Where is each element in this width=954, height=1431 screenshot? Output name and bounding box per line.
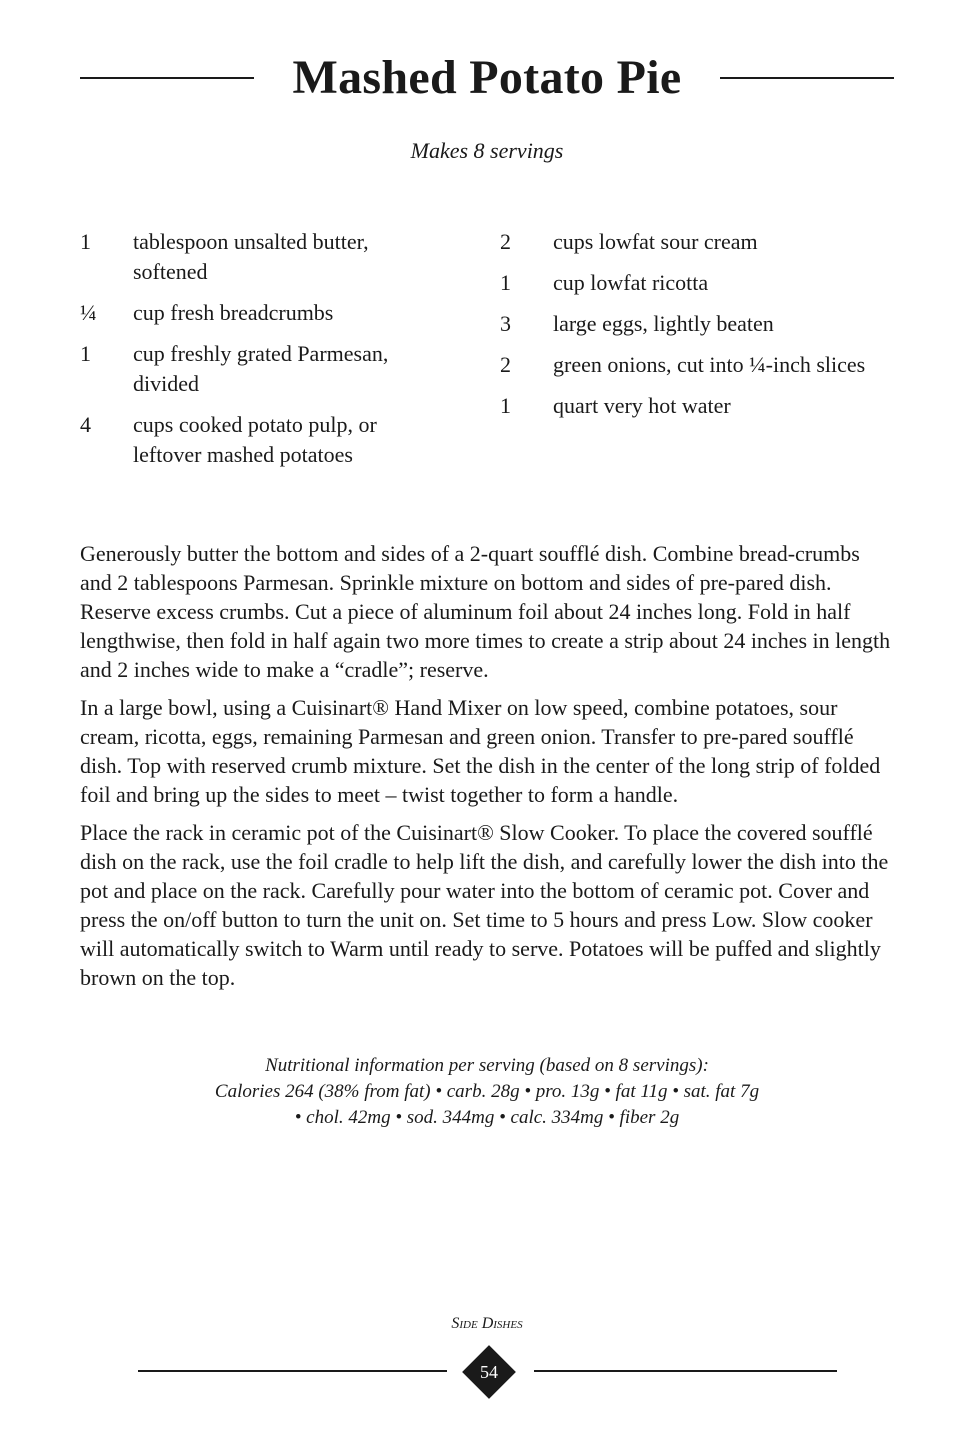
nutrition-line: Calories 264 (38% from fat) • carb. 28g • pro. 13g • fat 11g • sat. fat 7g	[214, 1081, 760, 1102]
ingredient-item: cup freshly grated Parmesan, divided	[133, 341, 389, 396]
ingredient-item: cups lowfat sour cream	[553, 229, 758, 254]
page-title: Mashed Potato Pie	[292, 51, 682, 104]
nutrition-heading: Nutritional information per serving (based on 8 servings):	[265, 1055, 709, 1076]
ingredient-quantity: 3	[500, 311, 511, 336]
ingredient-row	[500, 227, 880, 257]
ingredient-quantity: 1	[80, 229, 91, 254]
ingredient-item: quart very hot water	[553, 393, 731, 418]
title-rule-left	[80, 77, 254, 79]
section-name: Side Dishes	[451, 1315, 523, 1332]
ingredient-quantity: 1	[80, 341, 91, 366]
ingredient-quantity: 1	[500, 393, 511, 418]
ingredient-item: green onions, cut into ¼-inch slices	[553, 352, 866, 377]
ingredient-row	[80, 227, 440, 287]
instruction-paragraph: In a large bowl, using a Cuisinart® Hand Mixer on low speed, combine potatoes, sour cream, ricotta, eggs, remaining Parmesan and green onion. Transfer to pre-pared soufflé dish. Top with reserved crumb mixture. Set the dish in the center of the long strip of folded foil and bring up the sides to meet – twist together to form a handle.	[80, 695, 881, 807]
ingredient-item: cup lowfat ricotta	[553, 270, 709, 295]
ingredients-left-column	[80, 227, 440, 481]
footer-rule-left	[138, 1370, 447, 1372]
instruction-paragraph: Place the rack in ceramic pot of the Cuisinart® Slow Cooker. To place the covered soufflé dish on the rack, use the foil cradle to help lift the dish, and carefully lower the dish into the pot and place on the rack. Carefully pour water into the bottom of ceramic pot. Cover and press the on/off button to turn the unit on. Set time to 5 hours and press Low. Slow cooker will automatically switch to Warm until ready to serve. Potatoes will be puffed and slightly brown on the top.	[80, 820, 889, 990]
nutrition-line: • chol. 42mg • sod. 344mg • calc. 334mg • fiber 2g	[294, 1107, 680, 1128]
ingredient-quantity: 2	[500, 229, 511, 254]
ingredient-quantity: ¼	[80, 300, 97, 325]
ingredient-item: cup fresh breadcrumbs	[133, 300, 334, 325]
ingredient-item: large eggs, lightly beaten	[553, 311, 774, 336]
ingredients-right-column	[500, 227, 880, 432]
ingredient-row	[500, 391, 880, 421]
nutrition-info	[80, 1053, 894, 1131]
instructions	[80, 539, 892, 1001]
ingredient-row	[80, 298, 440, 328]
instruction-paragraph: Generously butter the bottom and sides of a 2-quart soufflé dish. Combine bread-crumbs and 2 tablespoons Parmesan. Sprinkle mixture on bottom and sides of pre-pared dish. Reserve excess crumbs. Cut a piece of aluminum foil about 24 inches long. Fold in half lengthwise, then fold in half again two more times to create a strip about 24 inches in length and 2 inches wide to make a “cradle”; reserve.	[80, 541, 891, 682]
ingredient-row	[500, 268, 880, 298]
title-rule-right	[720, 77, 894, 79]
page-number: 54	[480, 1362, 498, 1382]
page-number-badge	[462, 1345, 516, 1399]
ingredient-item: cups cooked potato pulp, or leftover mashed potatoes	[133, 412, 377, 467]
title-row	[80, 48, 894, 108]
ingredient-item: tablespoon unsalted butter, softened	[133, 229, 369, 284]
footer-rule-right	[534, 1370, 837, 1372]
ingredient-quantity: 4	[80, 412, 91, 437]
servings-note: Makes 8 servings	[410, 138, 564, 163]
ingredient-row	[80, 339, 440, 399]
ingredient-row	[500, 350, 880, 380]
ingredient-row	[500, 309, 880, 339]
ingredient-quantity: 2	[500, 352, 511, 377]
ingredient-quantity: 1	[500, 270, 511, 295]
ingredient-row	[80, 410, 440, 470]
